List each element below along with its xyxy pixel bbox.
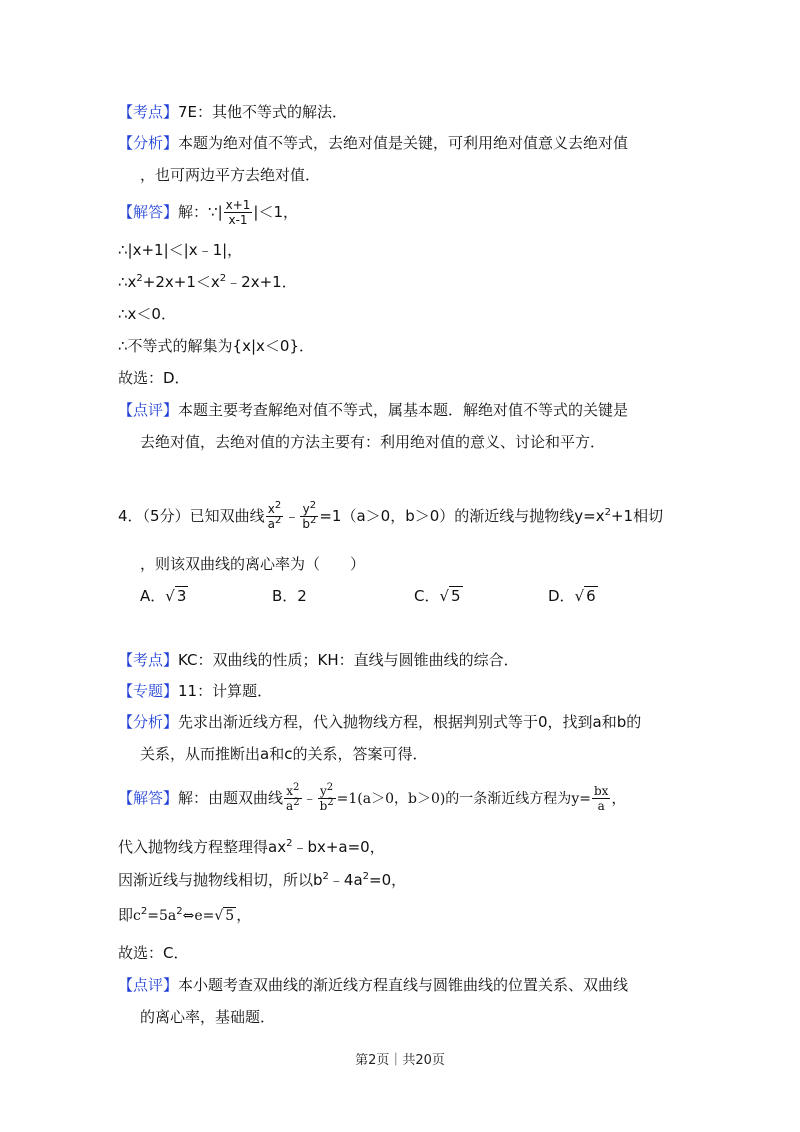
q4-frac-x2-a2 xyxy=(266,502,284,531)
q4-option-a xyxy=(140,584,188,608)
abs-bar-close: |＜1， xyxy=(253,203,299,221)
q4-f2-num-sup: 2 xyxy=(309,500,317,511)
q4-option-c xyxy=(414,584,463,608)
sqrt-sign: √ xyxy=(439,587,450,605)
prev-answer: 故选：D． xyxy=(118,369,190,387)
q4-step-2-sup2: 2 xyxy=(362,871,370,882)
prev-dianping-text-1: 本题主要考查解绝对值不等式，属基本题．解绝对值不等式的关键是 xyxy=(178,401,629,419)
sqrt-sign: √ xyxy=(165,587,175,605)
jieda-tag: 【解答】 xyxy=(118,203,179,221)
q4-fenxi-text-2: 关系，从而推断出a和c的关系，答案可得． xyxy=(140,745,428,763)
q4-jieda-frac-y2-b2 xyxy=(318,784,336,813)
q4-step-2 xyxy=(118,868,406,892)
q4-step-3-c: ⇔e= xyxy=(182,908,215,924)
q4-f1-den-text: a xyxy=(267,517,275,531)
q4-fenxi-line xyxy=(118,710,641,734)
kaodian-tag: 【考点】 xyxy=(118,651,179,669)
prev-step-2-sup1: 2 xyxy=(136,273,143,284)
prev-kaodian-line xyxy=(118,100,347,124)
q4-dianping-line xyxy=(118,973,628,997)
prev-fenxi-line xyxy=(118,131,628,155)
q4-step-1-a: 代入抛物线方程整理得ax xyxy=(118,838,287,856)
q4-option-c-radicand: 5 xyxy=(451,587,461,605)
q4-jieda-comma: ， xyxy=(611,789,627,807)
q4-stem-end: +1相切 xyxy=(610,507,664,525)
q4-dianping-text-1: 本小题考查双曲线的渐近线方程直线与圆锥曲线的位置关系、双曲线 xyxy=(178,976,629,994)
q4-f2-den-text: b xyxy=(302,517,310,531)
prev-step-2-a: ∴x xyxy=(118,273,137,291)
q4-jieda-f2-den-text: b xyxy=(319,799,328,813)
prev-dianping-text-2: 去绝对值，去绝对值的方法主要有：利用绝对值的意义、讨论和平方． xyxy=(140,433,606,451)
q4-option-a-label: A． xyxy=(140,587,166,605)
q4-jieda-f2-den xyxy=(318,799,336,813)
prev-fenxi-text-2: ，也可两边平方去绝对值． xyxy=(140,166,321,184)
dianping-tag: 【点评】 xyxy=(118,976,179,994)
q4-option-d-sqrt xyxy=(575,584,598,608)
abs-bar-open: | xyxy=(217,203,223,221)
q4-jieda-frac-bx-a xyxy=(592,784,610,813)
q4-jieda-frac-den: a xyxy=(597,799,605,813)
q4-jieda-f1-den-text: a xyxy=(286,799,294,813)
q4-jieda-f1-num-sup: 2 xyxy=(293,782,300,793)
q4-fenxi-text-1: 先求出渐近线方程，代入抛物线方程，根据判别式等于0，找到a和b的 xyxy=(178,713,642,731)
q4-step-3-b: =5a xyxy=(147,908,177,924)
q4-answer: 故选：C． xyxy=(118,944,189,962)
q4-stem-prefix: 4．（5分）已知双曲线 xyxy=(118,507,265,525)
q4-step-3-sup2: 2 xyxy=(176,906,183,917)
jieda-tag: 【解答】 xyxy=(118,789,179,807)
prev-step-2-c: ﹣2x+1． xyxy=(226,273,297,291)
kaodian-tag: 【考点】 xyxy=(118,103,179,121)
q4-option-a-sqrt xyxy=(165,584,188,608)
q4-f1-den xyxy=(266,517,284,531)
q4-option-d-radicand: 6 xyxy=(586,587,596,605)
q4-jieda-f1-den xyxy=(284,799,302,813)
q4-jieda-y: y= xyxy=(571,791,591,807)
prev-step-3: ∴x＜0． xyxy=(118,305,176,323)
q4-f1-num-text: x xyxy=(267,502,275,516)
q4-option-d xyxy=(548,584,598,608)
prev-step-1: ∴|x+1|＜|x﹣1|， xyxy=(118,241,243,259)
page-footer: 第2页｜共20页 xyxy=(355,1053,445,1068)
sqrt-sign: √ xyxy=(214,908,224,924)
q4-f2-den-sup: 2 xyxy=(309,515,317,526)
q4-step-3-prefix: 即 xyxy=(118,906,134,924)
q4-f1-den-sup: 2 xyxy=(274,515,282,526)
q4-jieda-line xyxy=(118,784,626,813)
q4-minus: ﹣ xyxy=(284,507,300,525)
prev-jieda-intro: 解：∵ xyxy=(178,203,218,221)
q4-step-3-end: ， xyxy=(236,906,252,924)
q4-step-3 xyxy=(118,903,251,928)
prev-kaodian-text: 7E：其他不等式的解法． xyxy=(178,103,348,121)
q4-jieda-frac-x2-a2 xyxy=(284,784,302,813)
dianping-tag: 【点评】 xyxy=(118,401,179,419)
q4-option-c-label: C． xyxy=(414,587,440,605)
q4-option-b-label: B． xyxy=(272,587,298,605)
q4-option-b-value: 2 xyxy=(297,587,307,605)
prev-step-2-sup2: 2 xyxy=(219,273,227,284)
q4-zhuanti-text: 11：计算题． xyxy=(178,682,273,700)
q4-step-2-a: 因渐近线与抛物线相切，所以b xyxy=(118,871,323,889)
q4-jieda-f2-den-sup: 2 xyxy=(327,797,334,808)
q4-zhuanti-line xyxy=(118,679,272,703)
prev-dianping-line xyxy=(118,398,628,422)
q4-jieda-f2-num-sup: 2 xyxy=(326,782,334,793)
fenxi-tag: 【分析】 xyxy=(118,713,179,731)
q4-f2-num-text: y xyxy=(302,502,310,516)
q4-frac-y2-b2 xyxy=(300,502,318,531)
q4-step-1 xyxy=(118,835,385,859)
q4-stem-sup: 2 xyxy=(604,507,611,518)
q4-step-2-b: ﹣4a xyxy=(328,871,363,889)
prev-step-4: ∴不等式的解集为{x|x＜0}． xyxy=(118,337,314,355)
q4-f1-num-sup: 2 xyxy=(274,500,282,511)
q4-step-2-c: =0， xyxy=(369,871,407,889)
q4-option-c-sqrt xyxy=(439,584,462,608)
q4-jieda-intro: 解：由题双曲线 xyxy=(178,789,284,807)
fenxi-tag: 【分析】 xyxy=(118,134,179,152)
q4-option-b xyxy=(272,584,307,608)
q4-step-1-b: ﹣bx+a=0， xyxy=(292,838,385,856)
prev-frac-numerator: x+1 xyxy=(225,198,251,212)
q4-step-2-sup1: 2 xyxy=(322,871,329,882)
zhuanti-tag: 【专题】 xyxy=(118,682,179,700)
prev-step-2 xyxy=(118,270,297,294)
q4-step-3-sqrt xyxy=(214,904,236,928)
q4-option-a-radicand: 3 xyxy=(176,587,187,605)
prev-jieda-line xyxy=(118,198,298,227)
q4-stem-mid: =1（a＞0，b＞0）的渐近线与抛物线y=x xyxy=(319,507,605,525)
q4-option-d-label: D． xyxy=(548,587,575,605)
prev-step-2-b: +2x+1＜x xyxy=(142,273,220,291)
q4-f2-den xyxy=(300,517,318,531)
q4-jieda-f1-den-sup: 2 xyxy=(293,797,300,808)
q4-step-3-sup1: 2 xyxy=(140,906,148,917)
sqrt-sign: √ xyxy=(574,587,585,605)
q4-jieda-minus: ﹣ xyxy=(302,791,317,807)
prev-fenxi-text-1: 本题为绝对值不等式，去绝对值是关键，可利用绝对值意义去绝对值 xyxy=(178,134,629,152)
q4-jieda-frac-num: bx xyxy=(593,784,609,798)
q4-kaodian-text: KC：双曲线的性质；KH：直线与圆锥曲线的综合． xyxy=(178,651,519,669)
q4-kaodian-line xyxy=(118,648,519,672)
q4-jieda-f1-num-text: x xyxy=(286,784,293,798)
q4-stem-line-1 xyxy=(118,502,663,531)
q4-step-3-radicand: 5 xyxy=(225,908,235,924)
prev-frac-denominator: x-1 xyxy=(228,213,248,227)
q4-step-3-a: c xyxy=(133,908,141,924)
q4-jieda-f2-num-text: y xyxy=(320,784,327,798)
q4-dianping-text-2: 的离心率，基础题． xyxy=(140,1008,276,1026)
q4-step-1-sup: 2 xyxy=(286,838,293,849)
prev-fraction xyxy=(224,198,253,227)
q4-stem-line-2: ，则该双曲线的离心率为（ ） xyxy=(140,555,366,573)
q4-jieda-mid: =1(a＞0，b＞0)的一条渐近线方程为 xyxy=(336,791,572,807)
